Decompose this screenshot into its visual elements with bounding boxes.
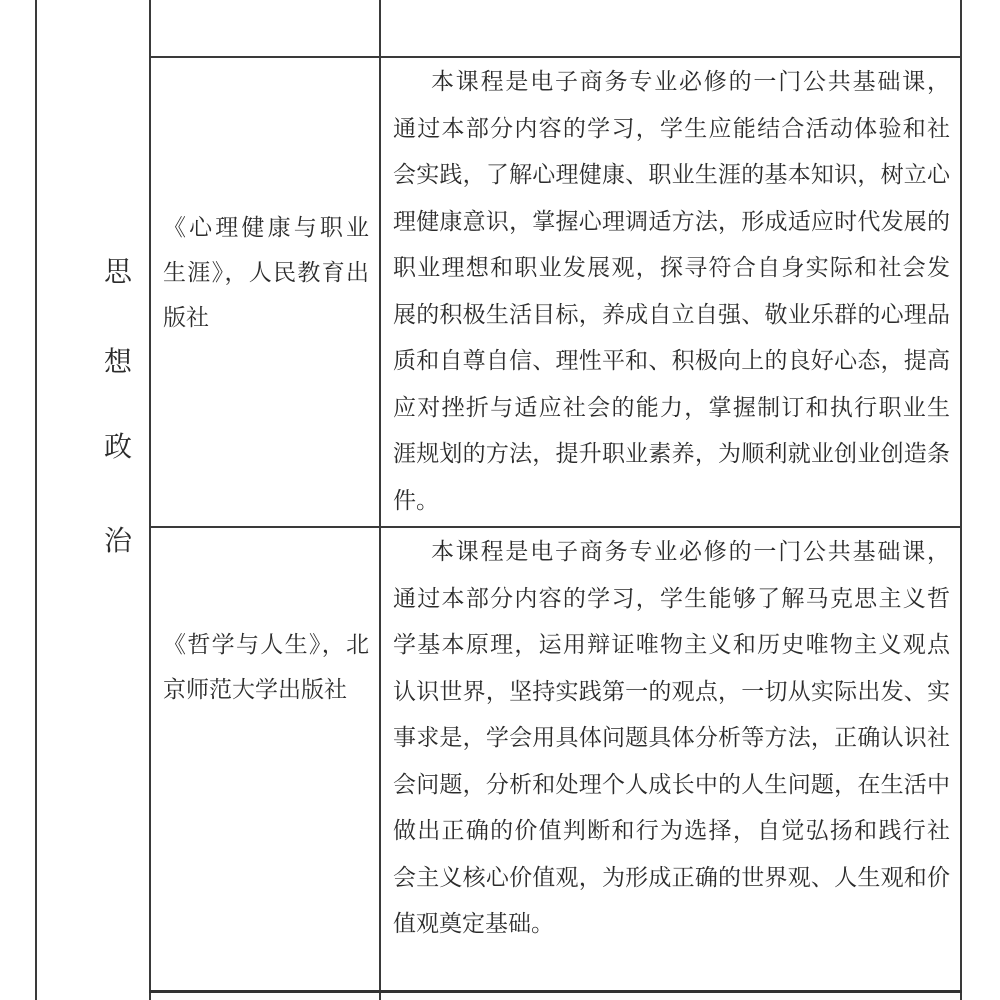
text-line: 质和自尊自信、理性平和、积极向上的良好心态，提高 [393, 348, 950, 373]
text-line: 通过本部分内容的学习，学生应能结合活动体验和社 [393, 115, 950, 141]
subject-char: 想 [103, 347, 132, 378]
text-line: 展的积极生活目标，养成自立自强、敬业乐群的心理品 [393, 301, 950, 327]
description-cell-philosophy-life [382, 528, 960, 988]
text-line: 涯规划的方法，提升职业素养，为顺利就业创业创造条 [393, 441, 950, 466]
description-cell-psychology-career [382, 58, 960, 524]
table-border-textbook-right [379, 0, 381, 1000]
text-line: 做出正确的价值判断和行为选择，自觉弘扬和践行社 [393, 818, 950, 843]
textbook-cell-psychology-career [152, 59, 378, 524]
text-line: 件。 [393, 487, 439, 513]
text-line: 《心理健康与职业 [163, 215, 369, 240]
text-line: 职业理想和职业发展观，探寻符合自身实际和社会发 [393, 255, 950, 280]
text-line: 生涯》，人民教育出 [163, 260, 369, 285]
table-border-right [960, 0, 962, 1000]
text-line: 会实践，了解心理健康、职业生涯的基本知识，树立心 [393, 162, 950, 187]
text-line: 事求是，学会用具体问题具体分析等方法，正确认识社 [393, 725, 950, 750]
table-border-subject-right [149, 0, 151, 1000]
text-line: 会主义核心价值观，为形成正确的世界观、人生观和价 [393, 864, 950, 890]
text-line: 《哲学与人生》，北 [163, 632, 369, 657]
text-line: 京师范大学出版社 [163, 677, 347, 702]
table-rule-bottom [149, 990, 962, 993]
subject-cell-ideology-politics [36, 0, 149, 1000]
subject-char: 思 [103, 257, 132, 288]
textbook-cell-philosophy-life [152, 529, 378, 988]
text-line: 本课程是电子商务专业必修的一门公共基础课， [431, 539, 950, 564]
text-line: 应对挫折与适应社会的能力，掌握制订和执行职业生 [393, 394, 950, 420]
text-line: 版社 [163, 305, 209, 330]
text-line: 学基本原理，运用辩证唯物主义和历史唯物主义观点 [393, 632, 950, 657]
text-line: 通过本部分内容的学习，学生能够了解马克思主义哲 [393, 585, 950, 611]
text-line: 会问题，分析和处理个人成长中的人生问题，在生活中 [393, 771, 950, 797]
text-line: 认识世界，坚持实践第一的观点，一切从实际出发、实 [393, 678, 950, 704]
subject-char: 治 [103, 526, 132, 557]
text-line: 值观奠定基础。 [393, 911, 554, 936]
text-line: 本课程是电子商务专业必修的一门公共基础课， [431, 69, 950, 94]
text-line: 理健康意识，掌握心理调适方法，形成适应时代发展的 [393, 208, 950, 234]
subject-char: 政 [103, 432, 132, 463]
